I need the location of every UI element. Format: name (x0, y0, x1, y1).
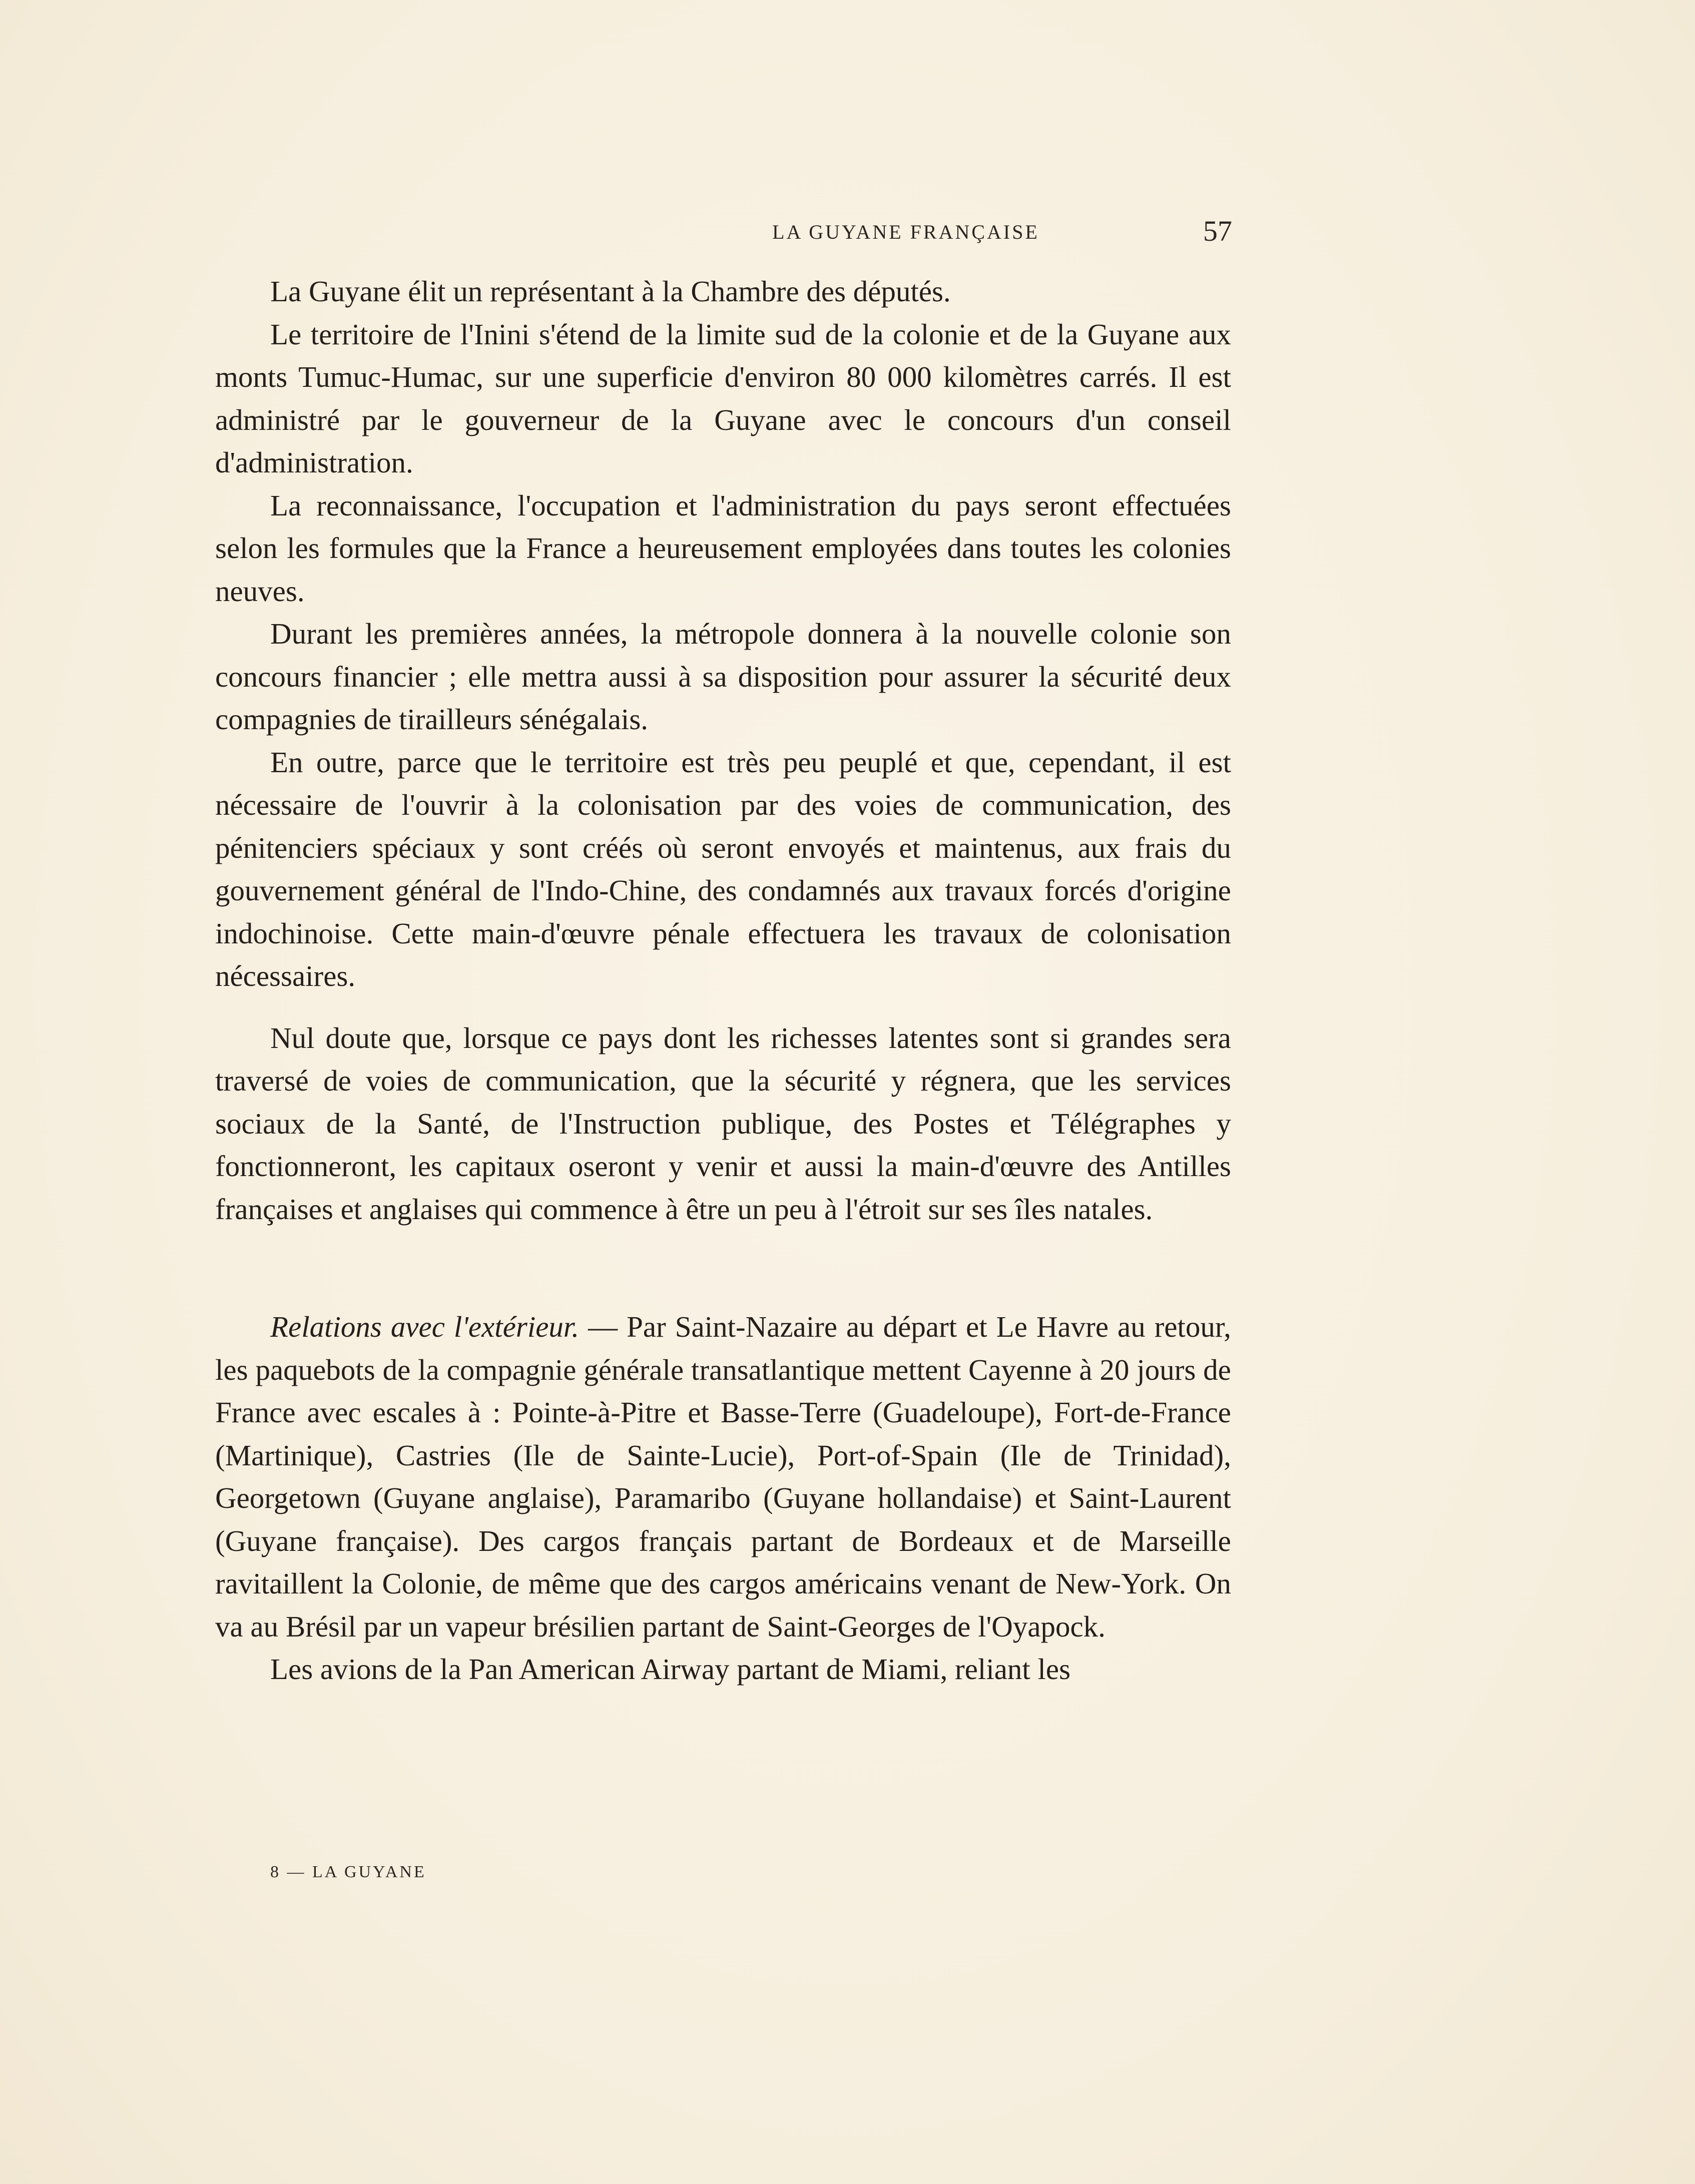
paragraph-airways: Les avions de la Pan American Airway partant de Miami, reliant les (270, 1653, 1071, 1686)
paragraph-future: Nul doute que, lorsque ce pays dont les richesses latentes sont si grandes sera traversé de voies de communication, que la sécurité y régnera, que les services sociaux de la Santé, de l'Instruction publique, des Postes et Télégraphes y fonctionneront, les capitaux oseront y venir et aussi la main-d'œuvre des Antilles françaises et anglaises qui commence à être un peu à l'étroit sur ses îles natales. (215, 1021, 1231, 1226)
paragraph-relations (215, 1306, 1231, 1648)
printer-signature: 8 — LA GUYANE (270, 1863, 426, 1881)
paragraph-penitentiaries: En outre, parce que le territoire est très peu peuplé et que, cependant, il est nécessaire de l'ouvrir à la colonisation par des voies de communication, des pénitenciers spéciaux y sont créés où seront envoyés et maintenus, aux frais du gouvernement général de l'Indo-Chine, des condamnés aux travaux forcés d'origine indochinoise. Cette main-d'œuvre pénale effectuera les travaux de colonisation nécessaires. (215, 745, 1231, 992)
paragraph-reconnaissance: La reconnaissance, l'occupation et l'administration du pays seront effectuées selon les formules que la France a heureusement employées dans toutes les colonies neuves. (215, 488, 1231, 608)
paragraph-deputy: La Guyane élit un représentant à la Chambre des députés. (270, 275, 951, 308)
running-title: LA GUYANE FRANÇAISE (772, 221, 1039, 243)
page-number: 57 (1203, 215, 1232, 247)
paragraph-inini-territory: Le territoire de l'Inini s'étend de la limite sud de la colonie et de la Guyane aux monts Tumuc-Humac, sur une superficie d'environ 80 000 kilomètres carrés. Il est administré par le gouverneur de la Guyane avec le concours d'un conseil d'administration. (215, 317, 1231, 479)
relations-text: — Par Saint-Nazaire au départ et Le Havre au retour, les paquebots de la compagnie générale transatlantique mettent Cayenne à 20 jours de France avec escales à : Pointe-à-Pitre et Basse-Terre (Guadeloupe), Fort-de-France (Martinique), Castries (Ile de Sainte-Lucie), Port-of-Spain (Ile de Trinidad), Georgetown (Guyane anglaise), Paramaribo (Guyane hollandaise) et Saint-Laurent (Guyane française). Des cargos français partant de Bordeaux et de Marseille ravitaillent la Colonie, de même que des cargos américains venant de New-York. On va au Brésil par un vapeur brésilien partant de Saint-Georges de l'Oyapock. (215, 1310, 1231, 1643)
paragraph-first-years: Durant les premières années, la métropole donnera à la nouvelle colonie son concours financier ; elle mettra aussi à sa disposition pour assurer la sécurité deux compagnies de tirailleurs sénégalais. (215, 617, 1231, 736)
section-title-relations: Relations avec l'extérieur. (270, 1310, 580, 1343)
body-text (215, 270, 1231, 1691)
